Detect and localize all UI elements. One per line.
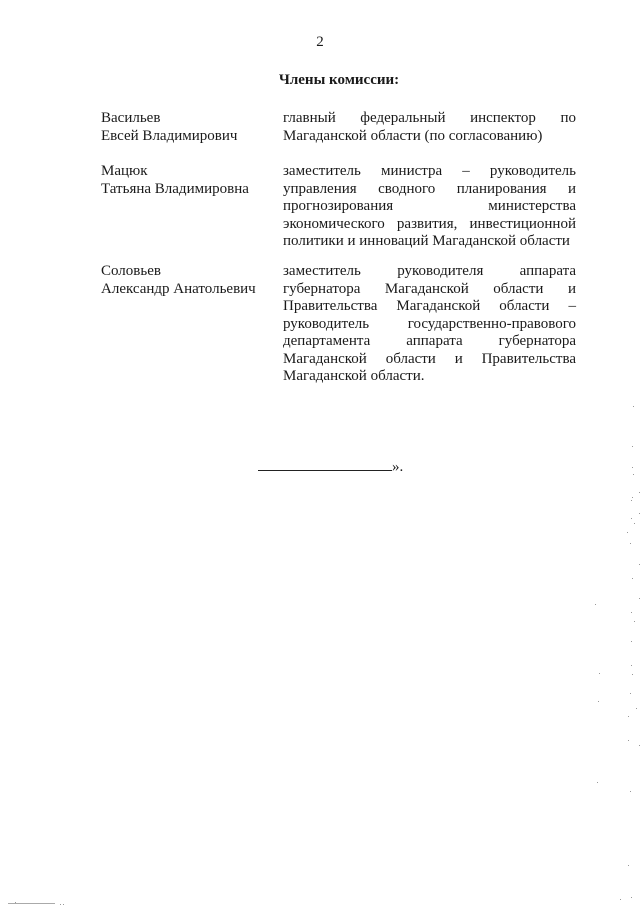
member-surname: Соловьев xyxy=(101,263,161,279)
signature-rule xyxy=(258,458,392,471)
closing-line xyxy=(258,458,403,476)
member-role xyxy=(283,263,576,386)
role-line: Магаданской области. xyxy=(283,368,425,384)
member-given-names: Татьяна Владимировна xyxy=(101,180,249,197)
page-number: 2 xyxy=(316,34,324,50)
member-surname: Васильев xyxy=(101,110,161,126)
member-given-names: Александр Анатольевич xyxy=(101,280,256,297)
role-line: Магаданской области (по согласованию) xyxy=(283,127,543,144)
role-line: заместитель руководителя аппарата xyxy=(283,263,576,279)
role-line: главный федеральный инспектор по xyxy=(283,110,576,126)
role-line: экономического развития, инвестиционной xyxy=(283,215,576,232)
member-surname: Мацюк xyxy=(101,163,148,179)
member-role xyxy=(283,163,576,251)
role-line: заместитель министра – руководитель xyxy=(283,163,576,179)
role-line: политики и инноваций Магаданской области xyxy=(283,233,570,249)
footer-rule xyxy=(8,903,55,904)
member-name xyxy=(101,110,271,145)
role-line: департамента аппарата губернатора xyxy=(283,333,576,349)
role-line: руководитель государственно-правового xyxy=(283,315,576,332)
role-line: управления сводного планирования и xyxy=(283,180,576,197)
closing-quote: ». xyxy=(392,459,404,475)
member-given-names: Евсей Владимирович xyxy=(101,127,238,144)
role-line: прогнозирования министерства xyxy=(283,198,576,214)
role-line: Магаданской области и Правительства xyxy=(283,350,576,367)
member-role xyxy=(283,110,576,145)
member-name xyxy=(101,263,271,298)
member-name xyxy=(101,163,271,198)
role-line: Правительства Магаданской области – xyxy=(283,298,576,314)
role-line: губернатора Магаданской области и xyxy=(283,280,576,297)
section-heading: Члены комиссии: xyxy=(278,72,400,88)
